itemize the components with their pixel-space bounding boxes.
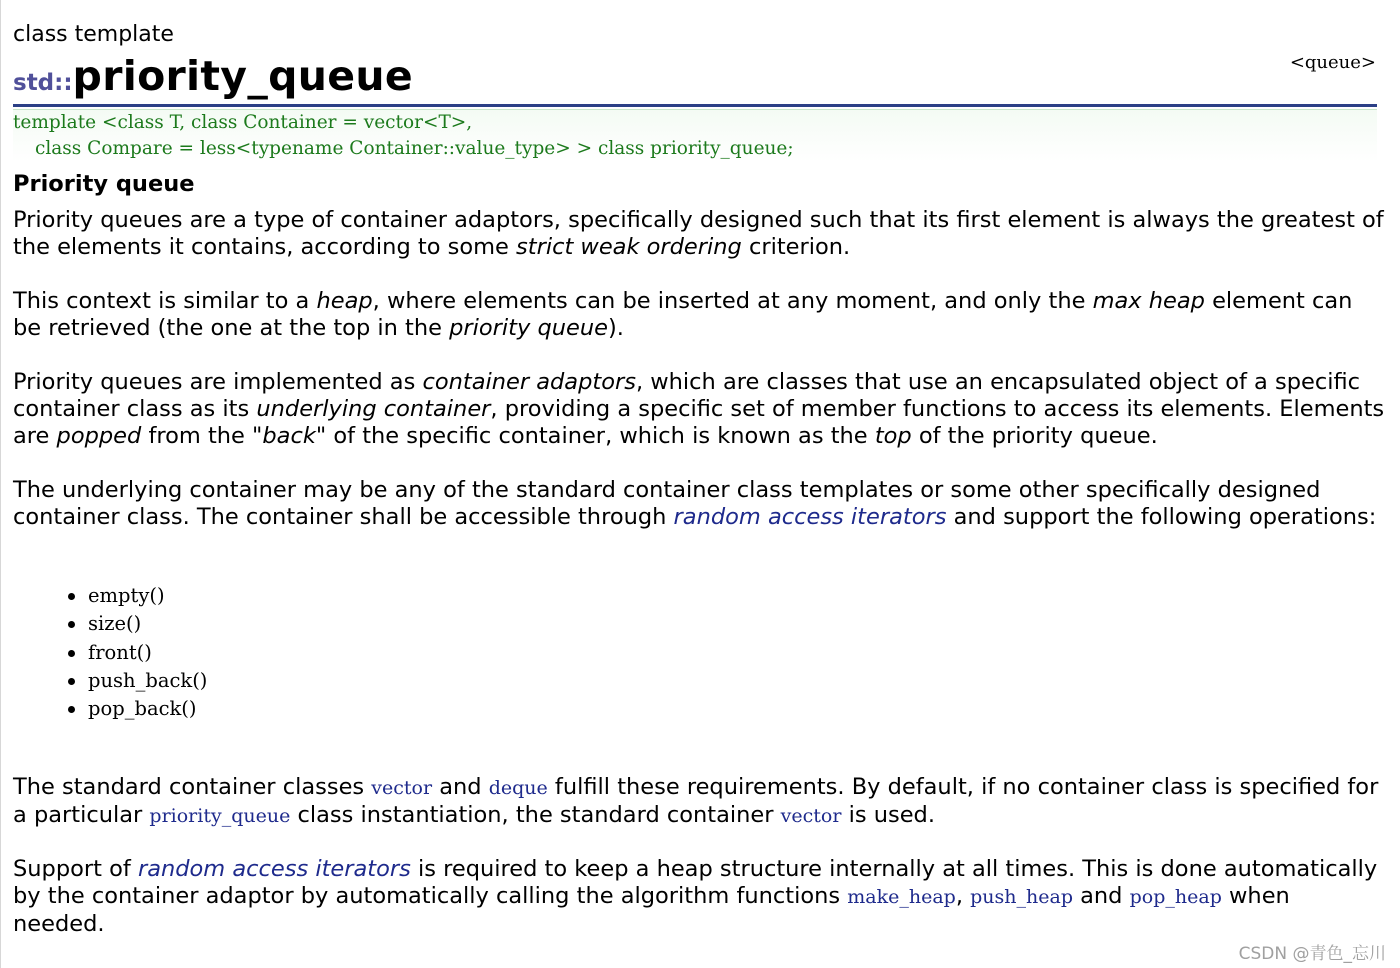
p3-text-f: of the priority queue. [911, 423, 1158, 449]
bullet-icon [68, 593, 75, 600]
p3-emphasis-2: underlying container [256, 396, 491, 422]
bullet-icon [68, 678, 75, 685]
operation-push-back: push_back() [88, 668, 208, 692]
p2-emphasis-2: max heap [1092, 288, 1205, 314]
p6-text-b: is required to keep a heap structure internally at all times. This is done automatically by the container adaptor by automatically calling the algorithm functions [13, 856, 1378, 909]
p3-emphasis-3: popped [56, 423, 142, 449]
deque-link[interactable]: deque [488, 777, 548, 799]
page-title [13, 52, 413, 100]
vector-link[interactable]: vector [371, 777, 433, 799]
priority-queue-link[interactable]: priority_queue [149, 805, 291, 827]
p4-link-text[interactable]: random access iterators [673, 504, 947, 530]
list-item [68, 584, 207, 612]
p5-text-b: and [432, 774, 489, 800]
section-title: Priority queue [13, 171, 195, 197]
paragraph-6 [13, 856, 1385, 938]
operation-empty: empty() [88, 584, 165, 607]
random-access-iterators-link[interactable] [674, 504, 947, 530]
vector-link-2[interactable]: vector [780, 805, 842, 827]
p6-text-d: and [1072, 883, 1130, 909]
make-heap-link[interactable]: make_heap [847, 886, 956, 908]
list-item [68, 612, 207, 640]
paragraph-2 [13, 288, 1385, 342]
p3-text-d: from the [141, 423, 253, 449]
paragraph-3 [13, 369, 1385, 450]
bullet-icon [68, 706, 75, 713]
declaration-line-1: template <class T, class Container = vector<T>, [13, 112, 473, 133]
p5-text-d: class instantiation, the standard container [290, 802, 781, 828]
p6-text-c: , [955, 883, 971, 909]
random-access-iterators-link-2[interactable] [138, 856, 411, 882]
p3-emphasis-5: top [874, 423, 912, 449]
p1-emphasis: strict weak ordering [516, 234, 742, 260]
p2-text-d: ). [607, 315, 624, 341]
bullet-icon [68, 650, 75, 657]
p2-emphasis-3: priority queue [449, 315, 608, 341]
p3-text-e: of the specific container, which is known as the [326, 423, 875, 449]
p3-emphasis-1: container adaptors [422, 369, 636, 395]
paragraph-5 [13, 774, 1385, 830]
operation-front: front() [88, 640, 152, 664]
namespace-prefix: std:: [13, 70, 73, 96]
p5-text-c: fulfill these requirements. By default, if no container class is specified for a particular [13, 774, 1379, 828]
paragraph-1 [13, 207, 1385, 261]
class-name: priority_queue [72, 52, 413, 100]
operations-list [68, 584, 207, 725]
push-heap-link[interactable]: push_heap [970, 886, 1073, 908]
title-divider [13, 104, 1377, 107]
watermark: CSDN @青色_忘川 [1238, 944, 1386, 964]
p1-text-a: Priority queues are a type of container adaptors, specifically designed such that its first element is always the greatest of the elements it contains, according to some [13, 207, 1384, 260]
p4-text-b: and support the following operations: [946, 504, 1377, 530]
operation-pop-back: pop_back() [88, 697, 197, 721]
p6-text-e: when needed. [13, 883, 1290, 937]
p2-text-b: , where elements can be inserted at any moment, and only the [372, 288, 1093, 314]
operation-size: size() [88, 612, 142, 636]
header-file-link[interactable]: <queue> [1289, 52, 1376, 73]
p4-text-a: The underlying container may be any of the standard container class templates or some other specifically designed container class. The container shall be accessible through [13, 477, 1321, 530]
p3-text-a: Priority queues are implemented as [13, 369, 423, 395]
left-border [0, 0, 1, 968]
p3-emphasis-4: "back" [252, 423, 327, 449]
p1-text-b: criterion. [741, 234, 851, 260]
p2-text-a: This context is similar to a [13, 288, 317, 314]
p6-link-text[interactable]: random access iterators [137, 856, 411, 882]
paragraph-4 [13, 477, 1385, 531]
p6-text-a: Support of [13, 856, 138, 882]
bullet-icon [68, 621, 75, 628]
pop-heap-link[interactable]: pop_heap [1129, 886, 1222, 908]
declaration-line-2: class Compare = less<typename Container::value_type> > class priority_queue; [35, 138, 794, 159]
declaration-box [13, 109, 1377, 162]
list-item [68, 697, 207, 725]
list-item [68, 669, 207, 697]
p5-text-e: is used. [841, 802, 935, 828]
entity-kind: class template [13, 22, 174, 47]
list-item [68, 641, 207, 669]
p3-text-c: , providing a specific set of member functions to access its elements. Elements are [13, 396, 1385, 449]
p5-text-a: The standard container classes [13, 774, 372, 800]
p3-text-b: , which are classes that use an encapsulated object of a specific container class as its [13, 369, 1361, 422]
p2-text-c: element can be retrieved (the one at the top in the [13, 288, 1353, 341]
p2-emphasis-1: heap [316, 288, 373, 314]
